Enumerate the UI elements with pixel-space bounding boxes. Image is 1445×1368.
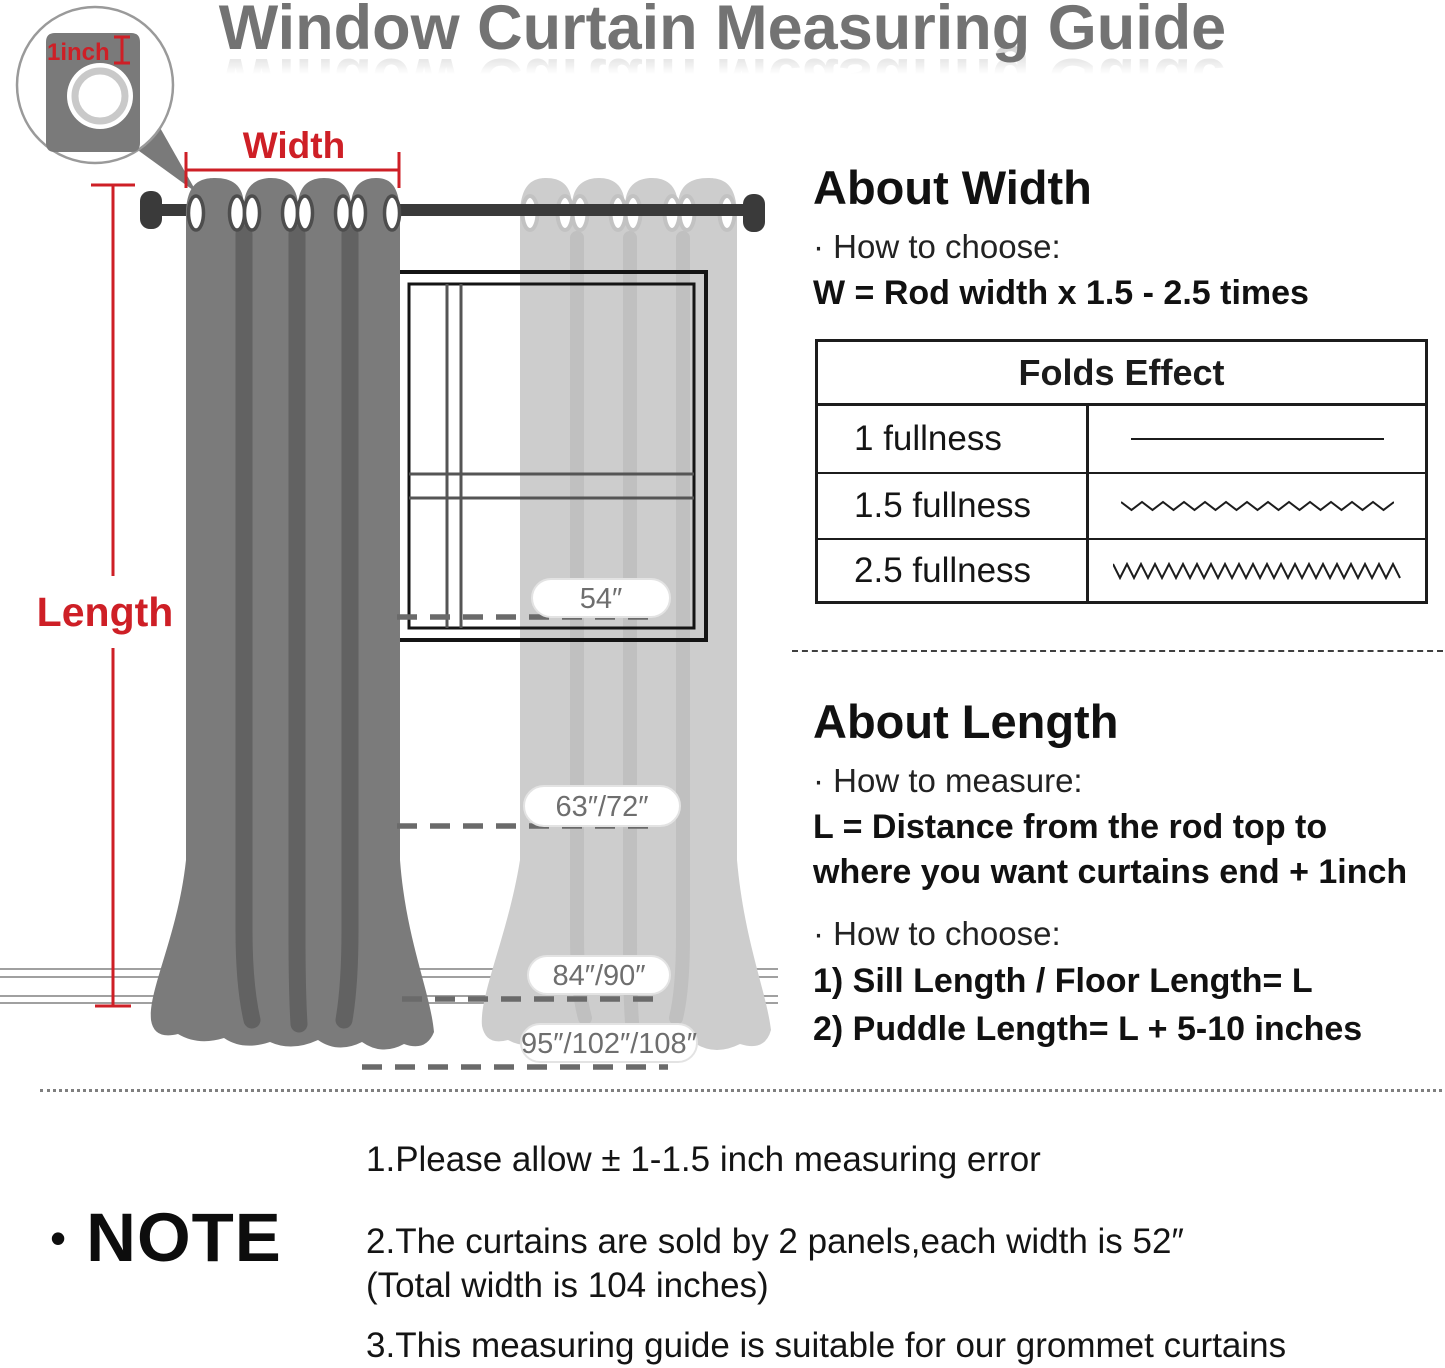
about-length-heading: About Length xyxy=(813,695,1119,748)
fullness-1-5-graphic xyxy=(1086,472,1425,538)
fullness-1-5-label: 1.5 fullness xyxy=(818,472,1086,538)
width-formula: W = Rod width x 1.5 - 2.5 times xyxy=(813,274,1309,312)
note-item-1: 1.Please allow ± 1-1.5 inch measuring error xyxy=(366,1140,1041,1179)
note-divider-dotted xyxy=(40,1089,1442,1092)
fullness-1-label: 1 fullness xyxy=(854,419,1002,458)
length-option-puddle: 2) Puddle Length= L + 5-10 inches xyxy=(813,1010,1363,1048)
note-heading-row xyxy=(50,1198,282,1277)
shallow-wave-icon xyxy=(1121,497,1394,515)
about-width-how-to-choose: · How to choose: xyxy=(813,228,1061,265)
length-label: Length xyxy=(36,589,174,635)
note-bullet-icon: • xyxy=(50,1211,67,1264)
fullness-2-5-graphic xyxy=(1086,538,1425,601)
page-title: Window Curtain Measuring Guide xyxy=(218,0,1227,63)
length-formula-line2: where you want curtains end + 1inch xyxy=(813,853,1408,891)
dark-curtain-panel xyxy=(151,178,434,1050)
curtain-illustration xyxy=(0,0,790,1110)
length-formula-line1: L = Distance from the rod top to xyxy=(813,808,1328,846)
one-inch-label: 1inch xyxy=(47,39,110,66)
note-heading: NOTE xyxy=(86,1199,282,1276)
fullness-1-graphic xyxy=(1086,406,1425,472)
rod-finial-left xyxy=(140,191,162,229)
folds-table-header: Folds Effect xyxy=(818,342,1425,406)
fullness-2-5-label: 2.5 fullness xyxy=(818,538,1086,601)
rod-finial-right xyxy=(743,194,765,232)
folds-effect-table xyxy=(815,339,1428,604)
note-item-2: 2.The curtains are sold by 2 panels,each width is 52″ xyxy=(366,1222,1184,1261)
about-width-heading: About Width xyxy=(813,161,1092,214)
marker-63-72: 63″/72″ xyxy=(555,791,649,823)
grommet-detail-callout xyxy=(17,7,197,193)
section-divider-dashed xyxy=(792,650,1443,652)
straight-line-icon xyxy=(1131,438,1384,440)
note-item-3: 3.This measuring guide is suitable for our grommet curtains xyxy=(366,1326,1287,1365)
note-item-2b: (Total width is 104 inches) xyxy=(366,1266,769,1305)
dense-zigzag-icon xyxy=(1113,562,1401,580)
width-label: Width xyxy=(242,125,346,166)
marker-95-102-108: 95″/102″/108″ xyxy=(521,1028,697,1060)
about-length-how-to-choose: · How to choose: xyxy=(813,915,1061,952)
length-option-sill-floor: 1) Sill Length / Floor Length= L xyxy=(813,962,1313,1000)
marker-54: 54″ xyxy=(579,583,623,615)
about-length-how-to-measure: · How to measure: xyxy=(813,762,1083,799)
marker-84-90: 84″/90″ xyxy=(552,960,646,992)
